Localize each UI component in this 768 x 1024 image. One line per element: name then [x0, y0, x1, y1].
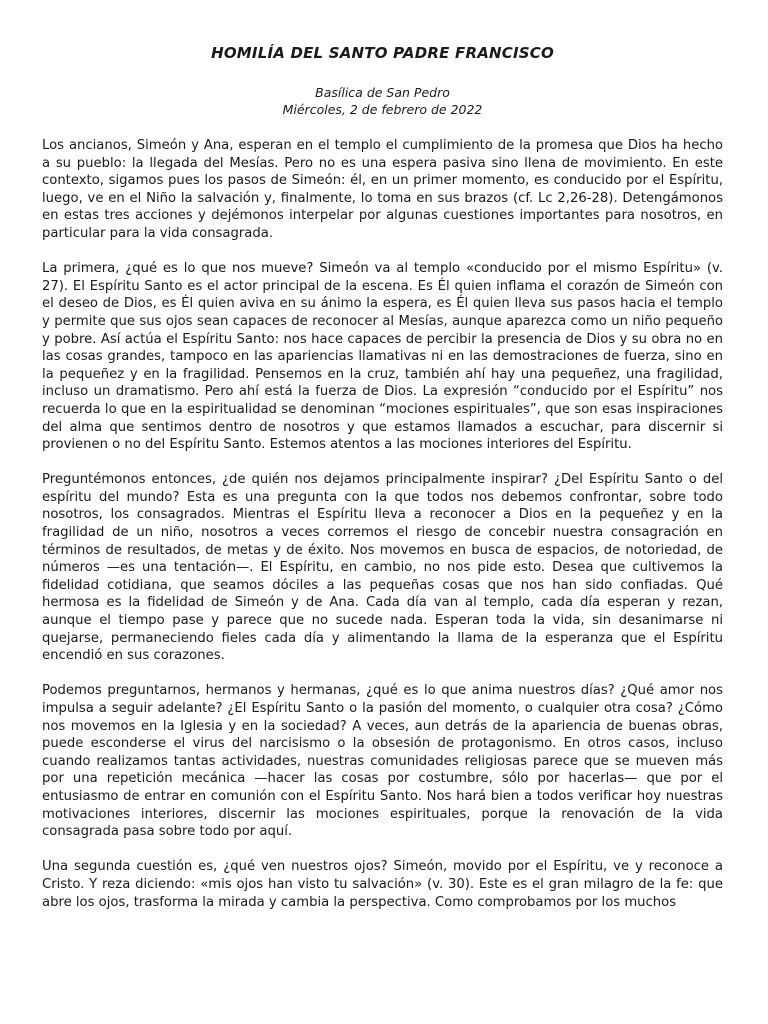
paragraph-5: Una segunda cuestión es, ¿qué ven nuestros ojos? Simeón, movido por el Espíritu, ve y reconoce a Cristo. Y reza diciendo: «mis ojos han visto tu salvación» (v. 30). Este es el gran milagro de la fe: que abre los ojos, trasforma la mirada y cambia la perspectiva. Como comprobamos por los muchos: [42, 859, 723, 910]
document-page: [42, 44, 723, 929]
paragraph-2: La primera, ¿qué es lo que nos mueve? Simeón va al templo «conducido por el mismo Espíritu» (v. 27). El Espíritu Santo es el actor principal de la escena. Es Él quien inflama el corazón de Simeón con el deseo de Dios, es Él quien aviva en su ánimo la espera, es Él quien lleva sus pasos hacia el templo y permite que sus ojos sean capaces de reconocer al Mesías, aunque aparezca como un niño pequeño y pobre. Así actúa el Espíritu Santo: nos hace capaces de percibir la presencia de Dios y su obra no en las cosas grandes, tampoco en las apariencias llamativas ni en las demostraciones de fuerza, sino en la pequeñez y en la fragilidad. Pensemos en la cruz, también ahí hay una pequeñez, una fragilidad, incluso un dramatismo. Pero ahí está la fuerza de Dios. La expresión “conducido por el Espíritu” nos recuerda lo que en la espiritualidad se denominan “mociones espirituales”, que son esas inspiraciones del alma que sentimos dentro de nosotros y que estamos llamados a escuchar, para discernir si provienen o no del Espíritu Santo. Estemos atentos a las mociones interiores del Espíritu.: [42, 261, 723, 453]
homily-title: HOMILÍA DEL SANTO PADRE FRANCISCO: [211, 44, 554, 62]
paragraph-1: Los ancianos, Simeón y Ana, esperan en el templo el cumplimiento de la promesa que Dios ha hecho a su pueblo: la llegada del Mesías. Pero no es una espera pasiva sino llena de movimiento. En este contexto, sigamos pues los pasos de Simeón: él, en un primer momento, es conducido por el Espíritu, luego, ve en el Niño la salvación y, finalmente, lo toma en sus brazos (cf. Lc 2,26-28). Detengámonos en estas tres acciones y dejémonos interpelar por algunas cuestiones importantes para nosotros, en particular para la vida consagrada.: [42, 138, 723, 241]
paragraph-4: Podemos preguntarnos, hermanos y hermanas, ¿qué es lo que anima nuestros días? ¿Qué amor nos impulsa a seguir adelante? ¿El Espíritu Santo o la pasión del momento, o cualquier otra cosa? ¿Cómo nos movemos en la Iglesia y en la sociedad? A veces, aun detrás de la apariencia de buenas obras, puede esconderse el virus del narcisismo o la obsesión de protagonismo. En otros casos, incluso cuando realizamos tantas actividades, nuestras comunidades religiosas parece que se mueven más por una repetición mecánica —hacer las cosas por costumbre, sólo por hacerlas— que por el entusiasmo de entrar en comunión con el Espíritu Santo. Nos hará bien a todos verificar hoy nuestras motivaciones interiores, discernir las mociones espirituales, porque la renovación de la vida consagrada pasa sobre todo por aquí.: [42, 683, 723, 840]
date-line: Miércoles, 2 de febrero de 2022: [282, 102, 483, 117]
location-line: Basílica de San Pedro: [315, 85, 450, 100]
paragraph-3: Preguntémonos entonces, ¿de quién nos dejamos principalmente inspirar? ¿Del Espíritu Santo o del espíritu del mundo? Esta es una pregunta con la que todos nos debemos confrontar, sobre todo nosotros, los consagrados. Mientras el Espíritu lleva a reconocer a Dios en la pequeñez y en la fragilidad de un niño, nosotros a veces corremos el riesgo de concebir nuestra consagración en términos de resultados, de metas y de éxito. Nos movemos en busca de espacios, de notoriedad, de números —es una tentación—. El Espíritu, en cambio, no nos pide esto. Desea que cultivemos la fidelidad cotidiana, que seamos dóciles a las pequeñas cosas que nos han sido confiadas. Qué hermosa es la fidelidad de Simeón y de Ana. Cada día van al templo, cada día esperan y rezan, aunque el tiempo pase y parece que no sucede nada. Esperan toda la vida, sin desanimarse ni quejarse, permaneciendo fieles cada día y alimentando la llama de la esperanza que el Espíritu encendió en sus corazones.: [42, 472, 723, 664]
